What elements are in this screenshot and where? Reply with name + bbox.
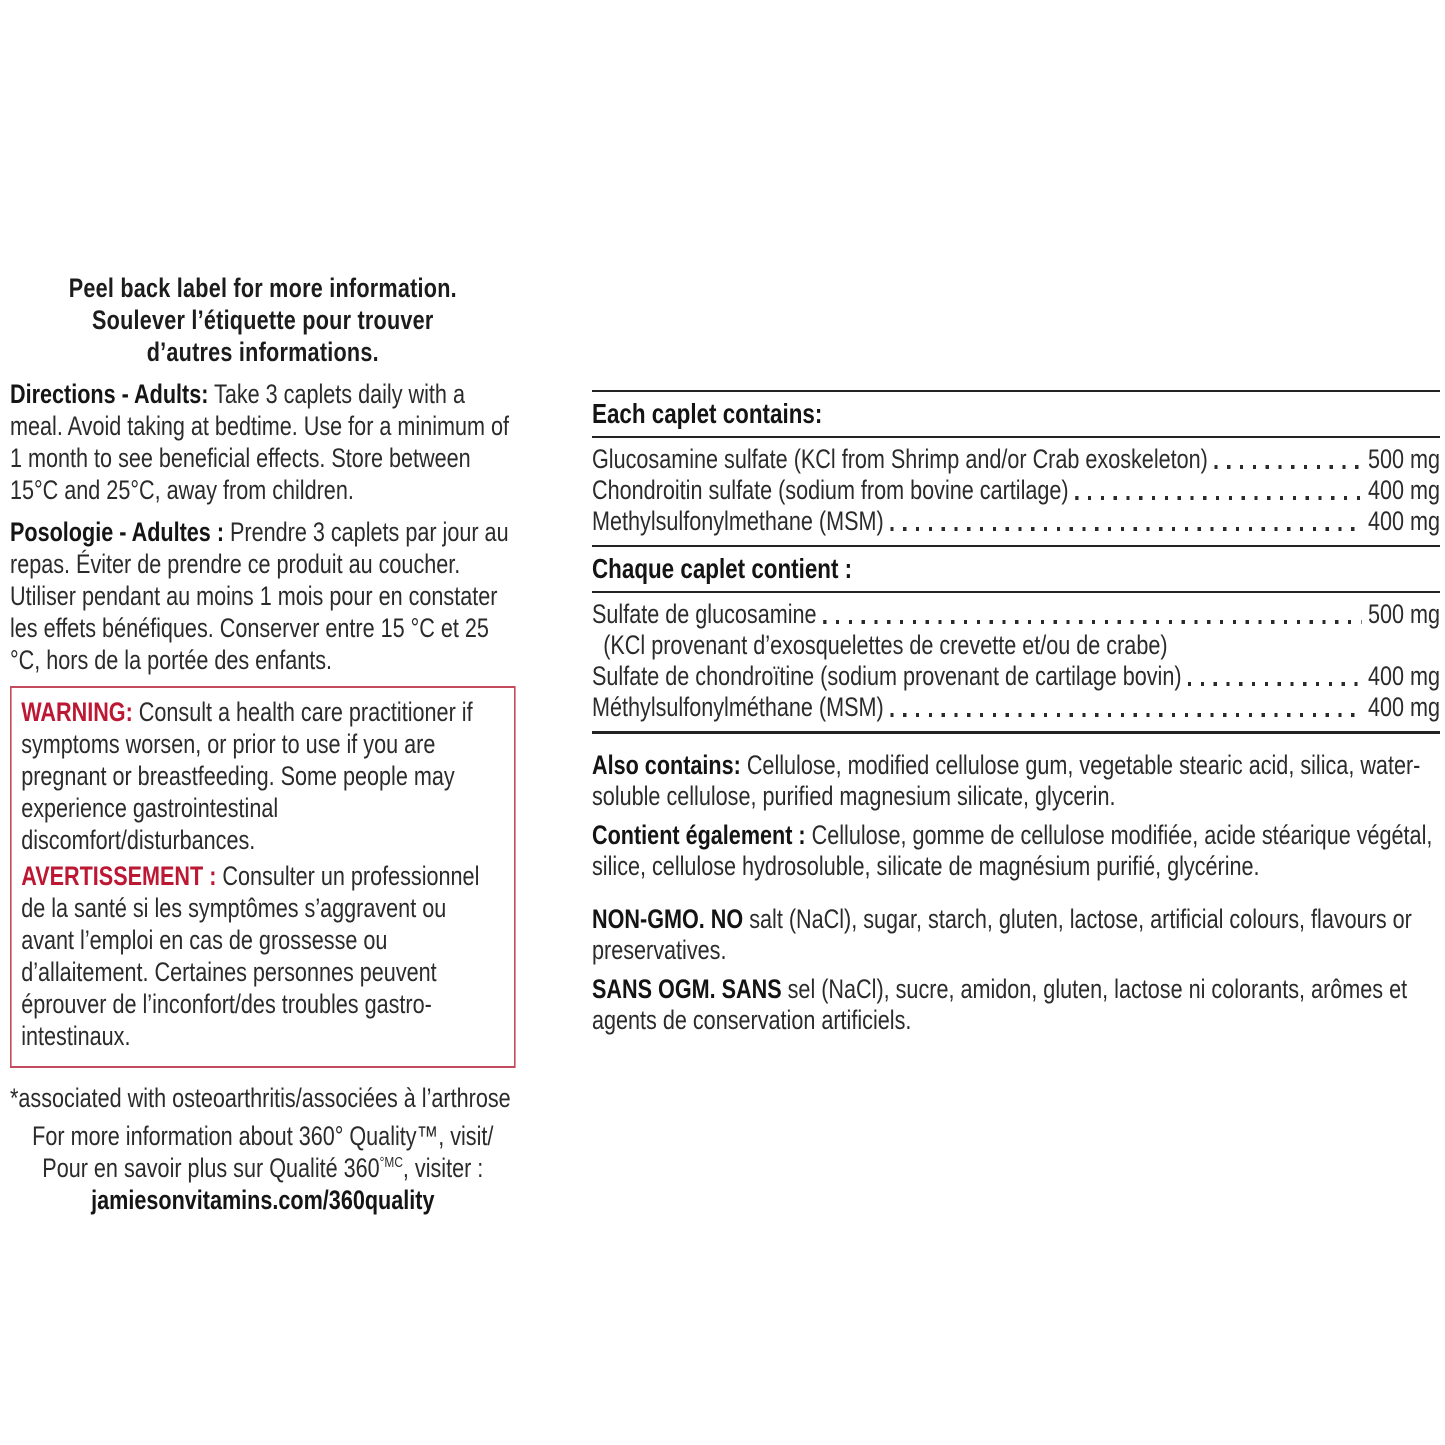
ingredient-amount: 400 mg (1367, 475, 1440, 505)
table-rule-bottom (592, 731, 1440, 734)
warning-box (10, 686, 516, 1068)
directions-label: Directions - Adults: (10, 379, 209, 409)
peel-line-fr-2: d’autres informations. (146, 337, 379, 367)
ingredient-name: Glucosamine sulfate (KCl from Shrimp and/or Crab exoskeleton) (592, 444, 1208, 474)
en-table-header: Each caplet contains: (592, 398, 823, 429)
ingredient-name: Methylsulfonylmethane (MSM) (592, 506, 884, 536)
peel-line-en: Peel back label for more information. (68, 273, 457, 303)
table-row (592, 692, 1440, 723)
dot-leader (1214, 465, 1361, 469)
fr-table-rows (592, 593, 1440, 731)
dot-leader (890, 713, 1361, 717)
contient-egalement-text: Cellulose, gomme de cellulose modifiée, acide stéarique végétal, silice, cellulose hydrosoluble, silicate de magnésium purifié, glycérine. (592, 820, 1433, 881)
warning-label: WARNING: (21, 697, 133, 727)
posologie-label: Posologie - Adultes : (10, 517, 225, 547)
sans-ogm-paragraph (592, 974, 1440, 1036)
also-contains-text: Cellulose, modified cellulose gum, vegetable stearic acid, silica, water-soluble cellulose, purified magnesium silicate, glycerin. (592, 750, 1421, 811)
quality-url: jamiesonvitamins.com/360quality (91, 1185, 435, 1215)
posologie-paragraph (10, 516, 516, 676)
avertissement-label: AVERTISSEMENT : (21, 861, 217, 891)
table-row (592, 475, 1440, 506)
ingredient-note: (KCl provenant d’exosquelettes de crevette et/ou de crabe) (603, 630, 1168, 660)
table-row (592, 661, 1440, 692)
ingredient-amount: 400 mg (1367, 692, 1440, 722)
also-contains-label: Also contains: (592, 750, 741, 780)
sans-ogm-label: SANS OGM. SANS (592, 974, 782, 1004)
mc-superscript: °MC (379, 1155, 403, 1171)
ingredient-name: Sulfate de chondroïtine (sodium provenant de cartilage bovin) (592, 661, 1182, 691)
dot-leader (1075, 496, 1362, 500)
osteoarthritis-footnote: *associated with osteoarthritis/associées à l’arthrose (10, 1083, 511, 1113)
ingredient-name: Sulfate de glucosamine (592, 599, 817, 629)
non-gmo-paragraph (592, 904, 1440, 966)
fr-table-header: Chaque caplet contient : (592, 553, 853, 584)
table-row (592, 444, 1440, 475)
more-info-fr-after: , visiter : (402, 1153, 484, 1183)
more-info-fr-before: Pour en savoir plus sur Qualité 360 (42, 1153, 380, 1183)
also-contains-paragraph (592, 750, 1440, 812)
ingredient-name: Méthylsulfonylméthane (MSM) (592, 692, 884, 722)
dot-leader (890, 527, 1361, 531)
table-row (592, 599, 1440, 630)
table-row (592, 506, 1440, 537)
dot-leader (1188, 682, 1362, 686)
avertissement-paragraph (21, 860, 504, 1052)
ingredient-amount: 500 mg (1367, 444, 1440, 474)
left-column (10, 272, 516, 1216)
ingredient-amount: 400 mg (1367, 661, 1440, 691)
right-column (592, 390, 1440, 1036)
non-gmo-text: salt (NaCl), sugar, starch, gluten, lactose, artificial colours, flavours or preservatives. (592, 904, 1412, 965)
ingredient-amount: 400 mg (1367, 506, 1440, 536)
warning-text: Consult a health care practitioner if symptoms worsen, or prior to use if you are pregnant or breastfeeding. Some people may experience gastrointestinal discomfort/disturbances. (21, 697, 473, 855)
more-info-line-en: For more information about 360° Quality™, visit/ (32, 1121, 494, 1151)
contient-egalement-label: Contient également : (592, 820, 806, 850)
directions-paragraph (10, 378, 516, 506)
posologie-text: Prendre 3 caplets par jour au repas. Éviter de prendre ce produit au coucher. Utiliser pendant au moins 1 mois pour en constater les effets bénéfiques. Conserver entre 15 °C et 25 °C, hors de la portée des enfants. (10, 517, 509, 675)
ingredient-amount: 500 mg (1367, 599, 1440, 629)
avertissement-text: Consulter un professionnel de la santé si les symptômes s’aggravent ou avant l’emploi en cas de grossesse ou d’allaitement. Certaines personnes peuvent éprouver de l’inconfort/des troubles gastro-intestinaux. (21, 861, 480, 1051)
peel-line-fr-1: Soulever l’étiquette pour trouver (92, 305, 434, 335)
dot-leader (823, 620, 1362, 624)
peel-back-heading (10, 272, 516, 368)
non-gmo-label: NON-GMO. NO (592, 904, 744, 934)
more-info-line-fr (10, 1152, 516, 1184)
sans-ogm-text: sel (NaCl), sucre, amidon, gluten, lactose ni colorants, arômes et agents de conservation artificiels. (592, 974, 1408, 1035)
directions-text: Take 3 caplets daily with a meal. Avoid taking at bedtime. Use for a minimum of 1 month to see beneficial effects. Store between 15°C and 25°C, away from children. (10, 379, 510, 505)
ingredient-name: Chondroitin sulfate (sodium from bovine cartilage) (592, 475, 1069, 505)
warning-paragraph (21, 696, 504, 856)
contient-egalement-paragraph (592, 820, 1440, 882)
en-table-rows (592, 438, 1440, 545)
